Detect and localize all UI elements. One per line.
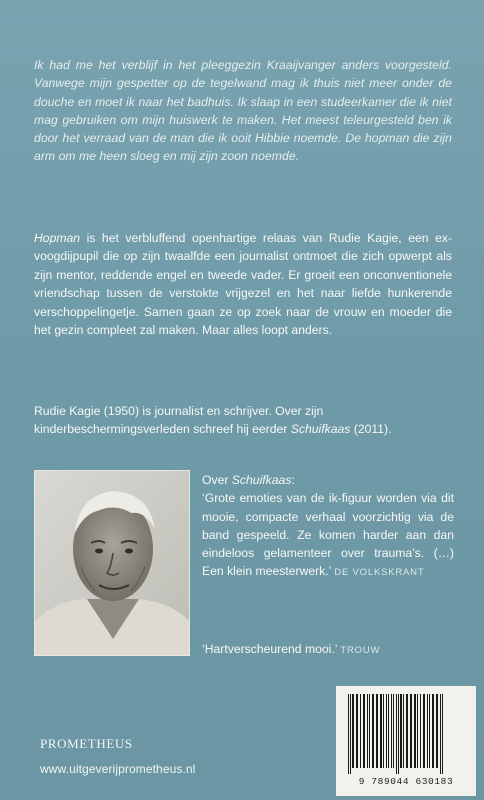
publisher-website: www.uitgeverijprometheus.nl	[40, 762, 196, 776]
barcode-bar	[363, 694, 365, 768]
barcode-bar	[348, 694, 349, 774]
bio-book-title: Schuifkaas	[290, 422, 351, 437]
barcode-bar	[376, 694, 378, 768]
barcode-bar	[442, 694, 443, 774]
barcode-bar	[393, 694, 394, 768]
review-lead-before: Over	[202, 473, 232, 487]
barcode-bar	[350, 694, 351, 774]
barcode-bar	[356, 694, 358, 768]
barcode-bar	[427, 694, 428, 768]
barcode-bar	[432, 694, 434, 768]
bio-text-before: Rudie Kagie (1950) is journalist en schrijver. Over zijn kinderbeschermingsverleden schreef hij eerder	[34, 404, 324, 437]
review-lead-book: Schuifkaas	[231, 473, 292, 487]
review-trouw	[202, 640, 454, 660]
barcode-bar	[396, 694, 397, 774]
barcode-bar	[410, 694, 412, 768]
barcode-bar	[429, 694, 430, 768]
excerpt-text: Ik had me het verblijf in het pleeggezin Kraaijvanger anders voorgesteld. Vanwege mijn gespetter op de tegelwand mag ik thuis niet meer onder de douche en moet ik naar het badhuis. Ik slaap in een studeerkamer die ik niet mag gebruiken om mijn huiswerk te maken. Het meest teleurgesteld ben ik door het verraad van de man die ik ooit Hibbie noemde. De hopman die zijn arm om me heen sloeg en mij zijn zoon noemde.	[34, 58, 452, 164]
review-lead-after: :	[291, 473, 295, 487]
blurb-title: Hopman	[34, 231, 81, 245]
barcode-bar	[417, 694, 418, 768]
barcode-bars	[344, 694, 468, 774]
review-quote-paragraph	[202, 489, 454, 582]
barcode-bar	[380, 694, 382, 768]
barcode-bar	[406, 694, 408, 768]
review-quote: ‘Grote emoties van de ik-figuur worden via dit mooie, compacte verhaal voorzichtig via de band gespeeld. Ze komen harder aan dan eindeloos gelamenteer over trauma’s. (…) Een klein meesterwerk.’	[202, 491, 454, 579]
barcode-bar	[352, 694, 354, 768]
barcode-bar	[398, 694, 399, 774]
book-blurb	[34, 229, 452, 339]
barcode-bar	[423, 694, 425, 768]
barcode-bar	[420, 694, 421, 768]
barcode-panel	[336, 686, 476, 796]
bio-text-after: (2011).	[350, 422, 392, 437]
barcode-bar	[440, 694, 441, 774]
barcode-bar	[414, 694, 416, 768]
review-source: DE VOLKSKRANT	[334, 567, 425, 579]
excerpt-quote	[34, 56, 452, 166]
barcode-bar	[400, 694, 402, 768]
isbn-number: 9 789044 630183	[358, 776, 454, 787]
review2-quote: ‘Hartverscheurend mooi.’	[202, 642, 338, 656]
review-schuifkaas	[202, 471, 454, 583]
barcode-bar	[388, 694, 389, 768]
blurb-paragraph	[34, 229, 452, 339]
author-bio	[34, 402, 452, 439]
publisher-logo: PROMETHEUS	[40, 736, 133, 751]
barcode-bar	[360, 694, 361, 768]
review-lead	[202, 471, 454, 489]
barcode-bar	[372, 694, 374, 768]
review2-source: TROUW	[340, 645, 381, 656]
author-portrait-image	[35, 471, 189, 655]
barcode-bar	[386, 694, 387, 768]
barcode-bar	[369, 694, 370, 768]
barcode-bar	[436, 694, 438, 768]
barcode-bar	[367, 694, 368, 768]
barcode-bar	[391, 694, 392, 768]
author-photo	[34, 470, 190, 656]
blurb-text: is het verbluffend openhartige relaas van Rudie Kagie, een ex-voogdijpupil die op zijn twaalfde een journalist ontmoet die zich opwerpt als zijn mentor, reddende engel en tweede vader. Er groeit een onconventionele vriendschap tussen de verstokte vrijgezel en het naar liefde hunkerende verschoppelingetje. Samen gaan ze op zoek naar de vrouw en moeder die het gezin compleet zal maken. Maar alles loopt anders.	[34, 231, 452, 338]
barcode-bar	[403, 694, 404, 768]
barcode-bar	[383, 694, 384, 768]
